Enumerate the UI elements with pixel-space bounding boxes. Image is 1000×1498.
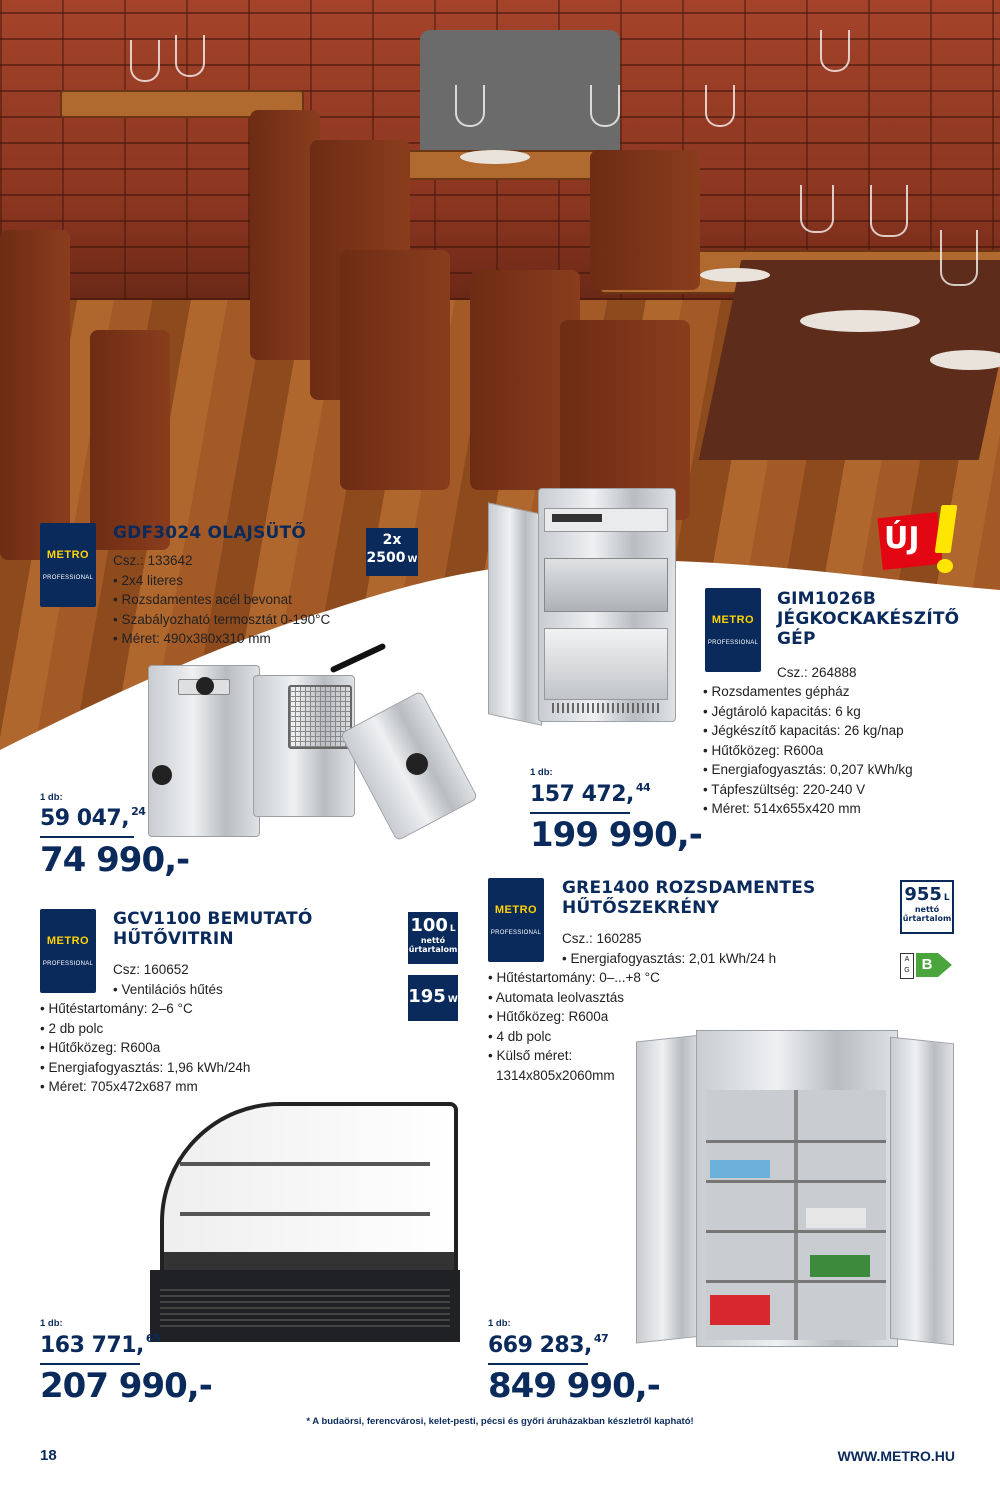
- display-cabinet-image: [150, 1102, 460, 1342]
- footnote: * A budaörsi, ferencvárosi, kelet-pesti, pécsi és győri áruházakban készletről kapható!: [306, 1416, 694, 1427]
- net-price: 669 283, $^{47}$: [488, 1332, 609, 1358]
- product-specs: [703, 682, 913, 819]
- product-specs: [40, 999, 250, 1097]
- spec-item: • Hűtéstartomány: 0–...+8 °C: [488, 970, 660, 985]
- plate: [800, 310, 920, 332]
- unit-label: 1 db:: [530, 767, 553, 778]
- spec-item: • Automata leolvasztás: [488, 989, 625, 1005]
- spec-item: • Jégkészítő kapacitás: 26 kg/nap: [703, 723, 904, 738]
- spec-item: • Külső méret:: [488, 1048, 573, 1063]
- spec-item: • Tápfeszültség: 220-240 V: [703, 781, 866, 797]
- net-price: 163 771, $^{65}$: [40, 1332, 161, 1358]
- sku: Csz: 160652: [113, 962, 189, 977]
- spec-item: • Energiafogyasztás: 1,96 kWh/24h: [40, 1059, 251, 1075]
- spec-item: • Hűtőközeg: R600a: [40, 1040, 161, 1055]
- energy-class-badge: B: [916, 953, 938, 977]
- new-product-badge: ÚJ: [880, 505, 960, 575]
- page-number: 18: [40, 1447, 57, 1464]
- gross-price: 199 990,-: [530, 815, 702, 855]
- wine-glass: [870, 185, 908, 237]
- unit-label: 1 db:: [40, 792, 63, 803]
- unit-label: 1 db:: [40, 1318, 63, 1329]
- product-specs: [113, 551, 330, 649]
- plate: [460, 150, 530, 164]
- spec-item: • Méret: 705x472x687 mm: [40, 1079, 198, 1094]
- wine-glass: [175, 35, 205, 77]
- plate: [930, 350, 1000, 370]
- spec-item: • Hűtőközeg: R600a: [703, 742, 824, 758]
- gross-price: 74 990,-: [40, 840, 190, 880]
- spec-item: • 2x4 literes: [113, 572, 184, 588]
- sku: Csz.: 160285: [562, 931, 642, 946]
- power-tag: 195 W: [408, 975, 458, 1021]
- wine-glass: [455, 85, 485, 127]
- price-divider: [488, 1363, 588, 1365]
- sku: Csz.: 264888: [777, 665, 857, 680]
- exclamation-icon: [935, 505, 958, 553]
- unit-label: 1 db:: [488, 1318, 511, 1329]
- plate: [700, 268, 770, 282]
- product-title: GRE1400 ROZSDAMENTES HŰTŐSZEKRÉNY: [562, 878, 816, 918]
- spec-item: • Szabályozható termosztát 0-190°C: [113, 611, 331, 627]
- spec-item: • Méret: 514x655x420 mm: [703, 801, 861, 816]
- spec-item: 1314x805x2060mm: [496, 1067, 615, 1083]
- spec-item: • Hűtőközeg: R600a: [488, 1009, 609, 1024]
- ice-maker-image: [488, 488, 674, 733]
- spec-item: • Energiafogyasztás: 2,01 kWh/24 h: [562, 950, 777, 966]
- wine-glass: [590, 85, 620, 127]
- power-tag: 2x 2500 W: [366, 528, 418, 576]
- spec-item: • Ventilációs hűtés: [113, 981, 223, 997]
- volume-tag: 100 L nettó űrtartalom: [408, 912, 458, 964]
- price-divider: [40, 1363, 140, 1365]
- metro-professional-logo: METRO PROFESSIONAL: [40, 523, 96, 607]
- website-link[interactable]: WWW.METRO.HU: [837, 1448, 955, 1464]
- spec-item: • Méret: 490x380x310 mm: [113, 631, 271, 646]
- sku: Csz.: 133642: [113, 553, 193, 568]
- wine-glass: [705, 85, 735, 127]
- product-specs-top: [562, 929, 776, 968]
- spec-item: • Energiafogyasztás: 0,207 kWh/kg: [703, 762, 913, 777]
- gross-price: 207 990,-: [40, 1366, 212, 1406]
- spec-item: • Hűtéstartomány: 2–6 °C: [40, 1001, 193, 1016]
- metro-professional-logo: METRO PROFESSIONAL: [40, 909, 96, 993]
- spec-item: • Jégtároló kapacitás: 6 kg: [703, 703, 861, 719]
- product-title: GIM1026B JÉGKOCKAKÉSZÍTŐ GÉP: [777, 589, 960, 649]
- energy-label: A G B: [900, 953, 956, 979]
- net-price: 157 472, $^{44}$: [530, 781, 651, 807]
- product-title: GDF3024 OLAJSÜTŐ: [113, 523, 306, 543]
- gross-price: 849 990,-: [488, 1366, 660, 1406]
- price-divider: [40, 836, 134, 838]
- metro-professional-logo: METRO PROFESSIONAL: [705, 588, 761, 672]
- price-divider: [530, 812, 630, 814]
- volume-tag: 955 L nettó űrtartalom: [900, 880, 954, 934]
- chair: [590, 150, 700, 290]
- spec-item: • Rozsdamentes acél bevonat: [113, 592, 292, 607]
- metro-professional-logo: METRO PROFESSIONAL: [488, 878, 544, 962]
- deep-fryer-image: [148, 665, 478, 855]
- spec-item: • Rozsdamentes gépház: [703, 684, 850, 699]
- product-specs: [488, 968, 660, 1085]
- wine-glass: [940, 230, 978, 286]
- wine-glass: [800, 185, 834, 233]
- product-title: GCV1100 BEMUTATÓ HŰTŐVITRIN: [113, 909, 313, 949]
- net-price: 59 047, $^{24}$: [40, 805, 146, 831]
- wine-glass: [820, 30, 850, 72]
- spec-item: • 2 db polc: [40, 1020, 104, 1036]
- wine-glass: [130, 40, 160, 82]
- refrigerator-image: [636, 1030, 954, 1345]
- product-specs-top: [113, 960, 223, 999]
- spec-item: • 4 db polc: [488, 1028, 552, 1044]
